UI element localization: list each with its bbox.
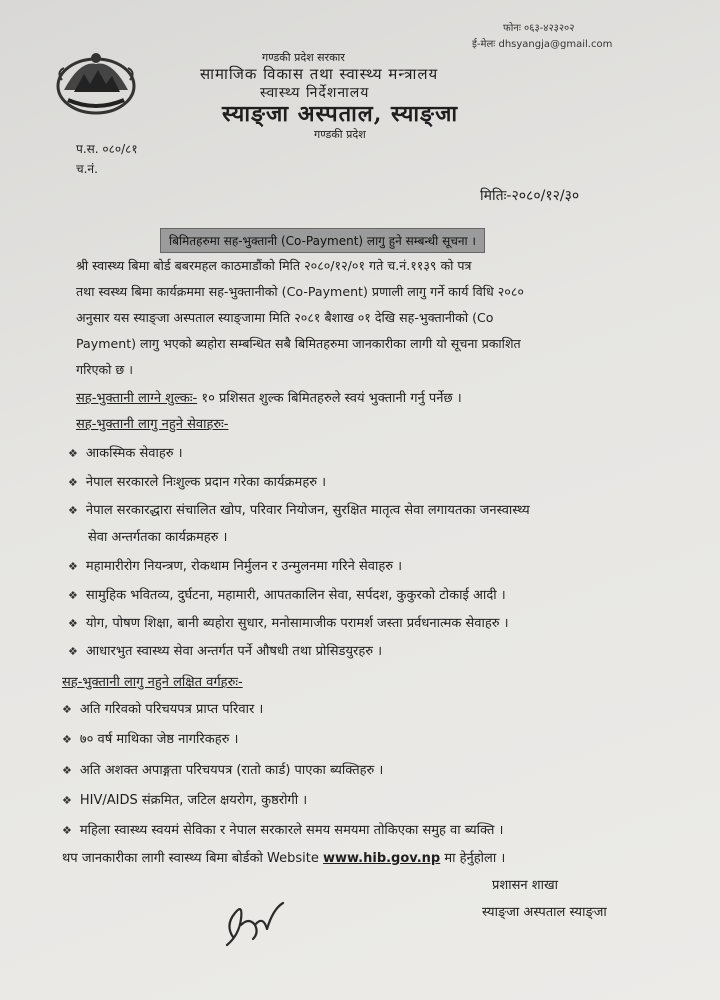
diamond-bullet-icon: ❖ <box>68 589 78 602</box>
closing-line: थप जानकारीका लागी स्वास्थ्य बिमा बोर्डको Website www.hib.gov.np मा हेर्नुहोला । <box>62 851 506 866</box>
letter-date: मितिः-२०८०/१२/३० <box>480 188 580 204</box>
notice-subject: बिमितहरुमा सह-भुक्तानी (Co-Payment) लागु हुने सम्बन्धी सूचना । <box>160 228 485 253</box>
diamond-bullet-icon: ❖ <box>68 476 78 489</box>
groups-heading: सह-भुक्तानी लागु नहुने लक्षित वर्गहरुः- <box>62 675 243 690</box>
header-directorate: स्वास्थ्य निर्देशनालय <box>260 85 370 101</box>
signoff-section: प्रशासन शाखा <box>492 878 558 893</box>
body-line: श्री स्वास्थ्य बिमा बोर्ड बबरमहल काठमाडौंको मिति २०८०/१२/०१ गते च.नं.११३९ को पत्र <box>76 258 472 273</box>
website-link[interactable]: www.hib.gov.np <box>322 851 441 866</box>
diamond-bullet-icon: ❖ <box>62 824 72 837</box>
copayment-fee-line <box>76 388 462 406</box>
header-province: गण्डकी प्रदेश <box>314 128 366 141</box>
copayment-fee-text: १० प्रशिसत शुल्क बिमितहरुले स्वयं भुक्तानी गर्नु पर्नेछ । <box>201 391 462 406</box>
service-item: ❖ नेपाल सरकारद्धारा संचालित खोप, परिवार नियोजन, सुरक्षित मातृत्व सेवा लगायतका जनस्वास्थ्य <box>68 503 530 518</box>
service-item: ❖ आधारभुत स्वास्थ्य सेवा अन्तर्गत पर्ने औषधी तथा प्रोसिडयुरहरु । <box>68 644 383 659</box>
service-item: ❖ आकस्मिक सेवाहरु । <box>68 446 183 461</box>
group-item: ❖ अति अशक्त अपाङ्गता परिचयपत्र (रातो कार्ड) पाएका ब्यक्तिहरु । <box>62 763 384 778</box>
service-item-continuation: सेवा अन्तर्गतका कार्यक्रमहरु । <box>88 530 228 545</box>
diamond-bullet-icon: ❖ <box>68 645 78 658</box>
diamond-bullet-icon: ❖ <box>62 764 72 777</box>
group-item: ❖ ७० वर्ष माथिका जेष्ठ नागरिकहरु । <box>62 732 239 747</box>
body-line: Payment) लागु भएको ब्यहोरा सम्बन्धित सबै बिमितहरुमा जानकारीका लागी यो सूचना प्रकाशित <box>76 336 521 351</box>
diamond-bullet-icon: ❖ <box>68 447 78 460</box>
letter-reference-ps: प.स. ०८०/८१ <box>76 142 138 156</box>
copayment-fee-label: सह-भुक्तानी लाग्ने शुल्कः- <box>76 391 198 406</box>
service-item: ❖ योग, पोषण शिक्षा, बानी ब्यहोरा सुधार, मनोसामाजीक परामर्श जस्ता प्रर्वधनात्मक सेवाहरु । <box>68 616 509 631</box>
diamond-bullet-icon: ❖ <box>68 617 78 630</box>
header-ministry: सामाजिक विकास तथा स्वास्थ्य मन्त्रालय <box>200 65 439 83</box>
diamond-bullet-icon: ❖ <box>62 733 72 746</box>
services-heading: सह-भुक्तानी लागु नहुने सेवाहरुः- <box>76 417 229 432</box>
body-line: तथा स्वस्थ्य बिमा कार्यक्रममा सह-भुक्तानीको (Co-Payment) प्रणाली लागु गर्ने कार्य विधि २०८० <box>76 284 524 299</box>
email-address: ई-मेलः dhsyangja@gmail.com <box>472 39 613 50</box>
group-item: ❖ महिला स्वास्थ्य स्वयमं सेविका र नेपाल सरकारले समय समयमा तोकिएका समुह वा ब्यक्ति । <box>62 823 504 838</box>
phone-number: फोनः ०६३-४२३२०२ <box>503 23 575 34</box>
signoff-organization: स्याङ्जा अस्पताल स्याङ्जा <box>482 905 607 920</box>
diamond-bullet-icon: ❖ <box>62 703 72 716</box>
nepal-emblem-icon <box>50 50 142 118</box>
handwritten-signature <box>215 895 295 950</box>
body-line: अनुसार यस स्याङ्जा अस्पताल स्याङ्जामा मिति २०८१ बैशाख ०१ देखि सह-भुक्तानीको (Co <box>76 310 494 325</box>
header-province-government: गण्डकी प्रदेश सरकार <box>262 51 345 64</box>
group-item: ❖ HIV/AIDS संक्रमित, जटिल क्षयरोग, कुष्ठरोगी । <box>62 793 308 808</box>
diamond-bullet-icon: ❖ <box>68 560 78 573</box>
service-item: ❖ सामुहिक भवितव्य, दुर्घटना, महामारी, आपतकालिन सेवा, सर्पदश, कुकुरको टोकाई आदी । <box>68 588 506 603</box>
service-item: ❖ नेपाल सरकारले निःशुल्क प्रदान गरेका कार्यक्रमहरु । <box>68 475 327 490</box>
body-line: गरिएको छ । <box>76 362 134 377</box>
header-hospital-name: स्याङ्जा अस्पताल, स्याङ्जा <box>222 101 459 127</box>
diamond-bullet-icon: ❖ <box>68 504 78 517</box>
group-item: ❖ अति गरिवको परिचयपत्र प्राप्त परिवार । <box>62 702 264 717</box>
letter-reference-chn: च.नं. <box>76 162 98 176</box>
diamond-bullet-icon: ❖ <box>62 794 72 807</box>
service-item: ❖ महामारीरोग नियन्त्रण, रोकथाम निर्मुलन र उन्मुलनमा गरिने सेवाहरु । <box>68 559 403 574</box>
